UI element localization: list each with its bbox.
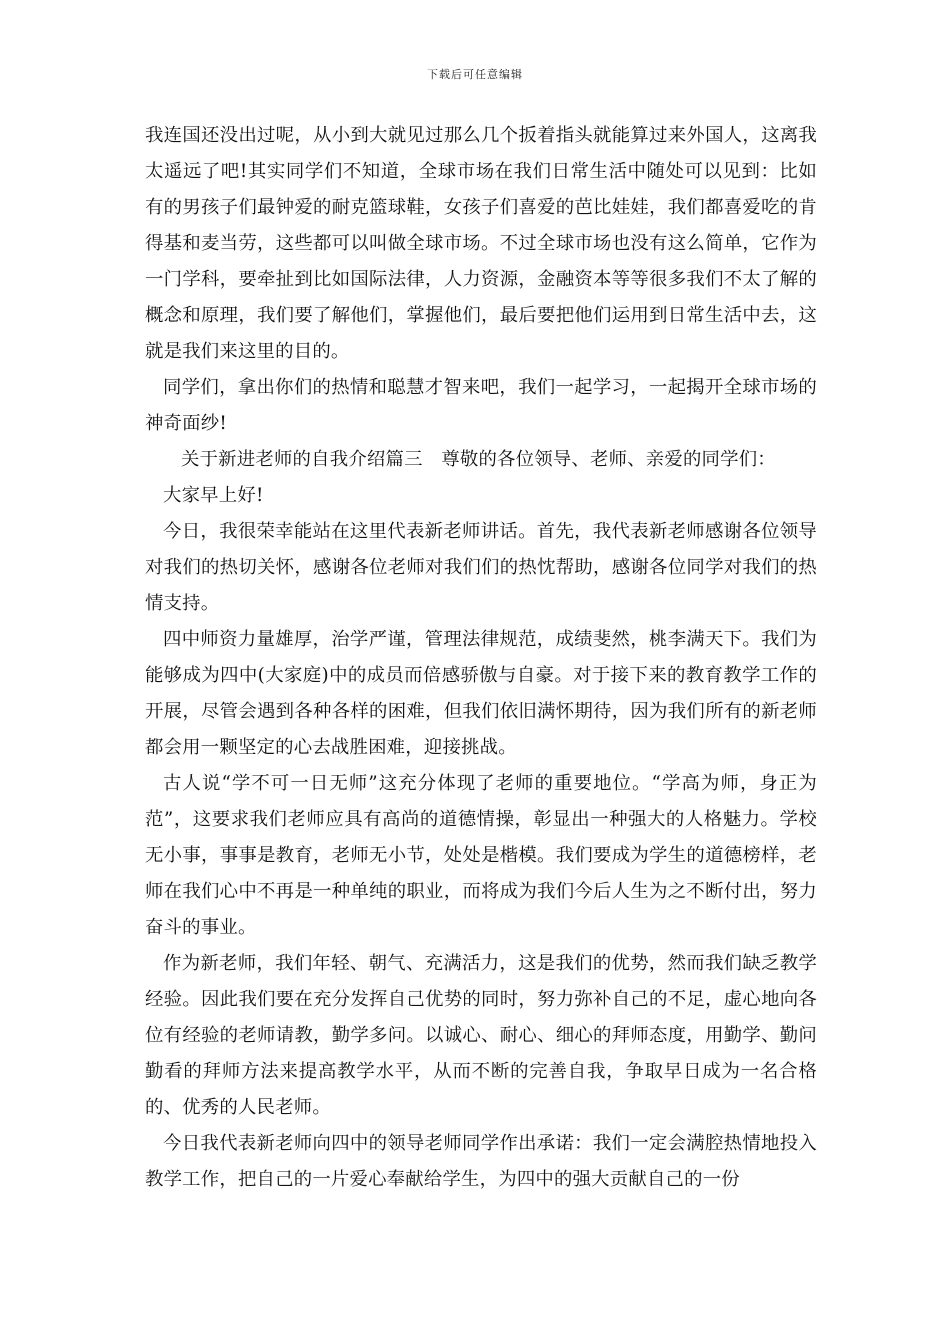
paragraph-school-intro: 四中师资力量雄厚，治学严谨，管理法律规范，成绩斐然，桃李满天下。我们为能够成为四中(大家庭)中的成员而倍感骄傲与自豪。对于接下来的教育教学工作的开展，尽管会遇到各种各样的困难，但我们依旧满怀期待，因为我们所有的新老师都会用一颗坚定的心去战胜困难，迎接挑战。 [145, 629, 817, 758]
paragraph-global-market-intro: 我连国还没出过呢，从小到大就见过那么几个扳着指头就能算过来外国人，这离我太遥远了吧!其实同学们不知道，全球市场在我们日常生活中随处可以见到：比如有的男孩子们最钟爱的耐克篮球鞋，女孩子们喜爱的芭比娃娃，我们都喜爱吃的肯得基和麦当劳，这些都可以叫做全球市场。不过全球市场也没有这么简单，它作为一门学科，要牵扯到比如国际法律，人力资源，金融资本等等很多我们不太了解的概念和原理，我们要了解他们，掌握他们，最后要把他们运用到日常生活中去，这就是我们来这里的目的。 [145, 125, 817, 362]
section-heading-part-three: 关于新进老师的自我介绍篇三 尊敬的各位领导、老师、亲爱的同学们： [181, 449, 776, 470]
paragraph-promise: 今日我代表新老师向四中的领导老师同学作出承诺：我们一定会满腔热情地投入教学工作，把自己的一片爱心奉献给学生，为四中的强大贡献自己的一份 [145, 1133, 817, 1190]
paragraph-closing-call: 同学们，拿出你们的热情和聪慧才智来吧，我们一起学习，一起揭开全球市场的神奇面纱! [145, 377, 817, 434]
document-body [145, 118, 817, 1198]
paragraph-new-teacher: 作为新老师，我们年轻、朝气、充满活力，这是我们的优势，然而我们缺乏教学经验。因此我们要在充分发挥自己优势的同时，努力弥补自己的不足，虚心地向各位有经验的老师请教，勤学多问。以诚心、耐心、细心的拜师态度，用勤学、勤问勤看的拜师方法来提高教学水平，从而不断的完善自我，争取早日成为一名合格的、优秀的人民老师。 [145, 953, 817, 1118]
paragraph-greeting: 大家早上好! [163, 485, 264, 506]
page-header-note: 下载后可任意编辑 [427, 68, 523, 81]
paragraph-teacher-role: 古人说“学不可一日无师”这充分体现了老师的重要地位。“学高为师，身正为范”，这要求我们老师应具有高尚的道德情操，彰显出一种强大的人格魅力。学校无小事，事事是教育，老师无小节，处处是楷模。我们要成为学生的道德榜样，老师在我们心中不再是一种单纯的职业，而将成为我们今后人生为之不断付出，努力奋斗的事业。 [145, 773, 817, 938]
paragraph-thanks: 今日，我很荣幸能站在这里代表新老师讲话。首先，我代表新老师感谢各位领导对我们的热切关怀，感谢各位老师对我们们的热忱帮助，感谢各位同学对我们的热情支持。 [145, 521, 817, 614]
